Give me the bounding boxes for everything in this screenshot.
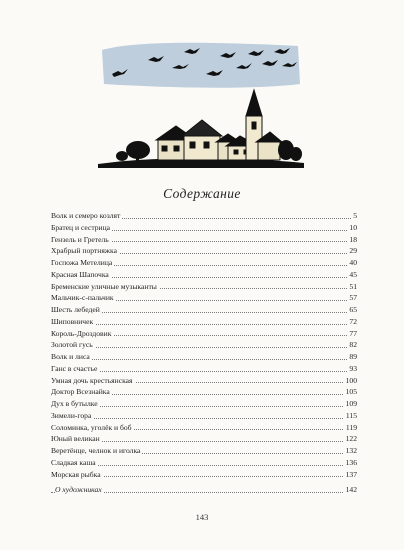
toc-entry-page: 29 — [349, 246, 357, 256]
toc-entry — [51, 422, 357, 434]
toc-entry — [51, 375, 357, 387]
toc-entry-title: Гензель и Гретель — [51, 234, 109, 244]
toc-entry-page: 100 — [345, 375, 357, 385]
toc-entry-page: 137 — [345, 469, 357, 479]
toc-entry-page: 115 — [345, 410, 357, 420]
toc-entry-page: 142 — [345, 485, 357, 495]
toc-entry — [51, 210, 357, 222]
toc-entry-title: Веретёнце, челнок и иголка — [51, 446, 141, 455]
toc-entry-title: Доктор Всезнайка — [51, 387, 110, 397]
toc-entry — [51, 222, 357, 234]
toc-entry — [51, 292, 357, 304]
toc-entry-title: Братец и сестрица — [51, 222, 111, 232]
toc-entry-title: Шиповничек — [51, 316, 94, 326]
toc-entry-page: 105 — [345, 387, 357, 397]
toc-entry — [51, 363, 357, 375]
toc-entry-page: 40 — [349, 258, 357, 267]
toc-entry-page: 5 — [353, 211, 357, 220]
toc-entry-page: 109 — [345, 399, 357, 408]
toc-entry-page: 122 — [345, 434, 357, 444]
toc-entry-title: Ганс в счастье — [51, 363, 98, 373]
church — [246, 90, 282, 160]
toc-entry-title: Король-Дроздовик — [51, 328, 112, 338]
toc-entry — [51, 445, 357, 457]
toc-entry-title: Бременские уличные музыканты — [51, 281, 157, 291]
toc-entry — [51, 281, 357, 293]
toc-entry — [51, 469, 357, 481]
toc-entry — [51, 234, 357, 246]
toc-entry-page: 10 — [349, 222, 357, 232]
toc-entry-about-artists — [51, 484, 357, 496]
toc-entry-title: Волк и семеро козлят — [51, 211, 121, 220]
toc-entry — [51, 269, 357, 281]
toc-entry-page: 65 — [349, 305, 357, 314]
toc-entry-page: 77 — [349, 328, 357, 338]
toc-entry — [51, 433, 357, 445]
toc-entry-title: Соломинка, уголёк и боб — [51, 422, 132, 432]
village-illustration — [98, 38, 304, 178]
toc-entry-title: Волк и лиса — [51, 352, 90, 361]
toc-entry — [51, 457, 357, 469]
toc-entry-page: 82 — [349, 340, 357, 350]
toc-entry-page: 136 — [345, 457, 357, 467]
toc-entry-page: 132 — [345, 446, 357, 455]
toc-entry-page: 45 — [349, 269, 357, 279]
toc-entry-title: Юный великан — [51, 434, 100, 444]
toc-entry — [51, 339, 357, 351]
toc-entry — [51, 351, 357, 363]
toc-entry — [51, 316, 357, 328]
houses — [156, 120, 258, 160]
toc-entry-page: 51 — [349, 281, 357, 291]
toc-entry — [51, 328, 357, 340]
toc-entry-title: Сладкая каша — [51, 457, 96, 467]
toc-entry-page: 72 — [349, 316, 357, 326]
toc-entry-page: 57 — [349, 293, 357, 303]
tree-left — [126, 141, 150, 162]
toc-entry-title: Зимели-гора — [51, 410, 92, 420]
toc-entry-title: Мальчик-с-пальчик — [51, 293, 114, 303]
toc-entry — [51, 398, 357, 410]
toc-entry-page: 119 — [345, 422, 357, 432]
toc-entry-title: Морская рыбка — [51, 469, 101, 479]
toc-entry — [51, 410, 357, 422]
toc-entry — [51, 304, 357, 316]
toc-entry — [51, 257, 357, 269]
page-number: 143 — [195, 512, 209, 522]
toc-entry-page: 93 — [349, 363, 357, 373]
table-of-contents — [51, 210, 357, 496]
toc-entry-title: Госпожа Метелица — [51, 258, 113, 267]
page-title: Содержание — [163, 186, 241, 201]
toc-entry — [51, 245, 357, 257]
toc-entry-title: Шесть лебедей — [51, 305, 100, 314]
toc-entry-title: Дух в бутылке — [51, 399, 98, 408]
toc-entry-page: 89 — [349, 352, 357, 361]
toc-entry-title: Красная Шапочка — [51, 269, 109, 279]
toc-entry-title: Золотой гусь — [51, 340, 93, 350]
toc-entry — [51, 386, 357, 398]
toc-entry-page: 18 — [349, 234, 357, 244]
toc-entry-title: О художниках — [55, 485, 102, 495]
toc-entry-title: Умная дочь крестьянская — [51, 375, 133, 385]
toc-entry-title: Храбрый портняжка — [51, 246, 118, 256]
